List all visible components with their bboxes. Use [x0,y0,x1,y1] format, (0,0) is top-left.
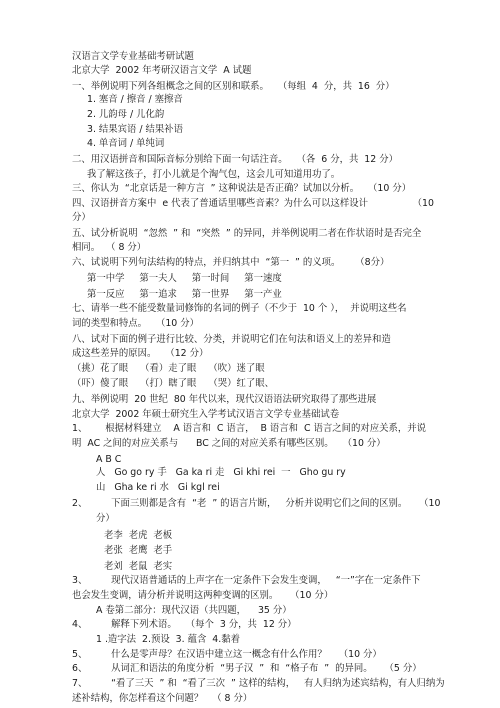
text-line: 1、 根据材料建立 A 语言和 C 语言， B 语言和 C 语言之间的对应关系，并说 [72,423,427,434]
text-line: 分） [72,212,91,223]
text-line: 词的类型和特点。 （10 分） [72,318,199,329]
text-line: 八、试对下面的例子进行比较、分类，并说明它们在句法和语义上的差异和造 [72,334,391,345]
text-line: 成这些差异的原因。 （12 分） [72,348,209,359]
text-line: 2、 下面三则都是含有 “老 ” 的语言片断， 分析并说明它们之间的区别。 （10 [72,498,441,509]
text-line: 1. 塞音 / 擦音 / 塞擦音 [87,94,183,105]
text-line: 七、请举一些不能受数量词修饰的名词的例子（不少于 10 个 ）， 并说明这些名 [72,303,407,314]
text-line: 分） [96,513,115,524]
text-line: 北京大学 2002 年硕士研究生入学考试汉语言文学专业基础试卷 [72,409,340,420]
text-line: 1 .造字法 2.预设 3. 蕴含 4.黏着 [96,634,240,645]
text-line: （吓）傻了眼 （打）瞎了眼 （哭）红了眼、 [72,378,274,389]
text-line: 三、你认为 “北京话是一种方言 ” 这种说法是否正确？试加以分析。 （10 分） [72,183,412,194]
text-line: 山 Gha ke ri 水 Gi kgl rei [96,482,220,493]
text-line: 述补结构，你怎样看这个问题？ （ 8 分） [72,693,253,704]
text-line: 4、 解释下列术语。 （每个 3 分，共 12 分） [72,619,297,630]
text-line: 一、举例说明下列各组概念之间的区别和联系。 （每组 4 分，共 16 分） [72,81,395,92]
text-line: 我了解这孩子，打小儿就是个淘气包，这会儿可知道用功了。 [87,169,341,180]
text-line: 3、 现代汉语普通话的上声字在一定条件下会发生变调， “一”字在一定条件下 [72,575,421,586]
text-line: 也会发生变调，请分析并说明这两种变调的区别。 （10 分） [72,590,334,601]
text-line: 二、用汉语拼音和国际音标分别给下面一句话注音。 （各 6 分，共 12 分） [72,154,398,165]
text-line: 人 Go go ry 手 Ga ka ri 走 Gi khi rei 一 Gho gu ry [96,467,346,478]
text-line: 6、 从词汇和语法的角度分析 “男子汉 ” 和 “格子布 ” 的异同。 （5 分） [72,663,422,674]
text-line: 第一中学 第一夫人 第一时间 第一速度 [87,273,282,284]
text-line: 第一反应 第一追求 第一世界 第一产业 [87,289,282,300]
text-line: A B C [96,454,122,465]
text-line: （挑）花了眼 （看）走了眼 （吹）迷了眼 [72,363,265,374]
text-line: 3. 结果宾语 / 结果补语 [87,124,184,135]
text-line: 老张 老鹰 老手 [104,545,173,556]
text-line: 北京大学 2002 年考研汉语言文学 A 试题 [72,65,252,76]
text-line: 九、举例说明 20 世纪 80 年代以来，现代汉语语法研究取得了那些进展 [72,394,377,405]
text-line: 5、 什么是零声母？在汉语中建立这一概念有什么作用？ （10 分） [72,649,382,660]
text-line: 相同。 （ 8 分） [72,242,147,253]
text-line: 五、试分析说明 “忽然 ” 和 “突然 ” 的异同，并举例说明二者在作状语时是否完全 [72,228,422,239]
text-line: 汉语言文学专业基础考研试题 [72,51,194,62]
text-line: 老刘 老鼠 老实 [104,561,173,572]
text-line: A 卷第二部分：现代汉语（共四题， 35 分） [96,605,292,616]
text-line: 六、试说明下列句法结构的特点，并归纳其中 “第一 ” 的义项。 （8分） [72,257,390,268]
text-line: 4. 单音词 / 单纯词 [87,138,165,149]
text-line: 7、 “看了三天 ” 和 “看了三次 ” 这样的结构， 有人归纳为述宾结构，有人归纳为 [72,678,445,689]
text-line: 2. 儿韵母 / 儿化韵 [87,109,165,120]
text-line: 明 AC 之间的对应关系与 BC 之间的对应关系有哪些区别。 （10 分） [72,438,386,449]
text-line: 四、汉语拼音方案中 e 代表了普通话里哪些音素？为什么可以这样设计 （10 [72,198,434,209]
text-line: 老李 老虎 老板 [104,530,173,541]
